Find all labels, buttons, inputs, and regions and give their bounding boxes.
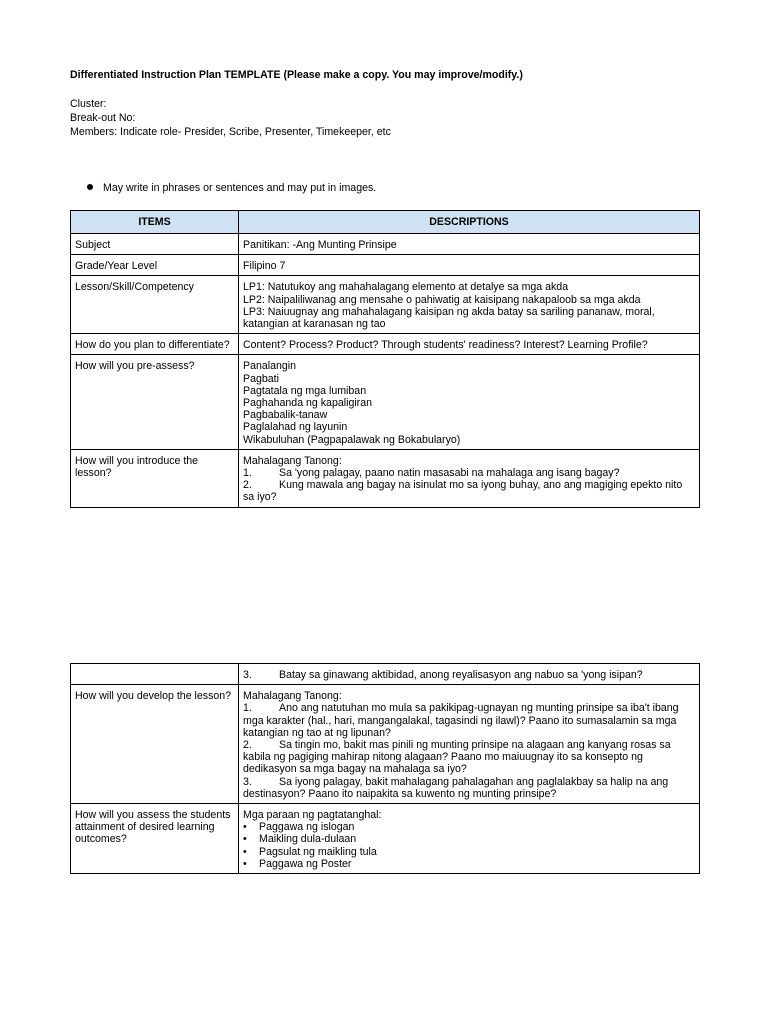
introduce-label bbox=[71, 449, 239, 507]
instruction-note bbox=[87, 182, 376, 194]
list-item: Pagbati bbox=[243, 372, 279, 385]
q-number: 2. bbox=[243, 479, 252, 492]
develop-q1-cont: katangian ng tao at ng lipunan? bbox=[243, 726, 391, 739]
members-label: Members: Indicate role- Presider, Scribe, Presenter, Timekeeper, etc bbox=[70, 126, 391, 138]
develop-q2-cont: kabila ng pagiging mahirap nitong alagaan? Paano mo maiuugnay ito sa konsepto ng bbox=[243, 751, 643, 764]
q-text: Sa tingin mo, bakit mas pinili ng munting prinsipe na alagaan ang kanyang rosas sa bbox=[279, 739, 671, 752]
table-row bbox=[71, 449, 700, 507]
q-text: Sa iyong palagay, bakit mahalagang pahalagahan ang paglalakbay sa halip na ang bbox=[279, 775, 669, 788]
assess-label-line: attainment of desired learning bbox=[75, 821, 215, 834]
list-item-text: Maikling dula-dulaan bbox=[259, 833, 357, 846]
introduce-q3 bbox=[243, 669, 695, 681]
introduce-heading: Mahalagang Tanong: bbox=[243, 454, 342, 467]
develop-q2 bbox=[243, 739, 695, 751]
bullet-icon: • bbox=[243, 845, 247, 858]
q-number: 3. bbox=[243, 775, 252, 788]
plan-table-continued bbox=[70, 663, 700, 874]
q-number: 1. bbox=[243, 467, 252, 480]
list-item: Pagtatala ng mga lumiban bbox=[243, 384, 367, 397]
assess-label-line: outcomes? bbox=[75, 833, 127, 846]
table-row bbox=[71, 685, 700, 804]
differentiate-label: How do you plan to differentiate? bbox=[71, 334, 239, 355]
bullet-icon: • bbox=[243, 833, 247, 846]
list-item: Paghahanda ng kapaligiran bbox=[243, 397, 372, 410]
bullet-icon bbox=[87, 184, 93, 190]
q-text: Batay sa ginawang aktibidad, anong reyalisasyon ang nabuo sa 'yong isipan? bbox=[279, 669, 643, 681]
develop-q3 bbox=[243, 776, 695, 788]
develop-label: How will you develop the lesson? bbox=[71, 685, 239, 804]
list-item-text: Paggawa ng islogan bbox=[259, 821, 355, 834]
lp3-text: LP3: Naiuugnay ang mahahalagang kaisipan ng akda batay sa sariling pananaw, moral, bbox=[243, 305, 655, 318]
introduce-q2 bbox=[243, 479, 695, 491]
instruction-note-text: May write in phrases or sentences and may put in images. bbox=[103, 182, 377, 194]
develop-q2-cont: dedikasyon sa mga bagay na mahalaga sa iyo? bbox=[243, 763, 467, 776]
list-item bbox=[243, 833, 695, 845]
cluster-label: Cluster: bbox=[70, 98, 107, 110]
develop-q1 bbox=[243, 702, 695, 714]
develop-q1-cont: mga karakter (hal., hari, mangangalakal, tagasindi ng ilawl)? Paano ito sumasalamin sa mga bbox=[243, 714, 677, 727]
bullet-icon: • bbox=[243, 821, 247, 834]
assess-label-line: How will you assess the students bbox=[75, 809, 231, 822]
q-number: 2. bbox=[243, 739, 252, 752]
table-row bbox=[71, 355, 700, 449]
assess-label bbox=[71, 804, 239, 874]
introduce-label-line: How will you introduce the bbox=[75, 454, 199, 467]
q-text: Ano ang natutuhan mo mula sa pakikipag-ugnayan ng munting prinsipe sa iba't ibang bbox=[279, 702, 679, 715]
meta-block bbox=[70, 97, 391, 139]
lp3-text-cont: katangian at karanasan ng tao bbox=[243, 318, 386, 331]
differentiate-value: Content? Process? Product? Through students' readiness? Interest? Learning Profile? bbox=[239, 334, 700, 355]
q-text: Sa 'yong palagay, paano natin masasabi na mahalaga ang isang bagay? bbox=[279, 467, 620, 480]
list-item: Wikabuluhan (Pagpapalawak ng Bokabularyo) bbox=[243, 433, 461, 446]
introduce-value bbox=[239, 449, 700, 507]
lesson-label: Lesson/Skill/Competency bbox=[71, 276, 239, 334]
list-item bbox=[243, 846, 695, 858]
lp2-text: LP2: Naipaliliwanag ang mensahe o pahiwatig at kaisipang nakapaloob sa mga akda bbox=[243, 293, 641, 306]
table-header-row bbox=[71, 211, 700, 234]
introduce-q2-cont: sa iyo? bbox=[243, 491, 277, 504]
subject-value: Panitikan: -Ang Munting Prinsipe bbox=[239, 234, 700, 255]
lp1-text: LP1: Natutukoy ang mahahalagang elemento at detalye sa mga akda bbox=[243, 281, 569, 294]
descriptions-header: DESCRIPTIONS bbox=[239, 211, 700, 234]
lesson-value bbox=[239, 276, 700, 334]
table-row bbox=[71, 664, 700, 685]
assess-heading: Mga paraan ng pagtatanghal: bbox=[243, 809, 382, 822]
list-item: Panalangin bbox=[243, 360, 297, 373]
introduce-q1 bbox=[243, 467, 695, 479]
empty-label bbox=[71, 664, 239, 685]
list-item-text: Pagsulat ng maikling tula bbox=[259, 845, 377, 858]
q-text: Kung mawala ang bagay na isinulat mo sa iyong buhay, ano ang magiging epekto nito bbox=[279, 479, 683, 492]
develop-value bbox=[239, 685, 700, 804]
table-row bbox=[71, 255, 700, 276]
list-item bbox=[243, 858, 695, 870]
q-number: 1. bbox=[243, 702, 252, 715]
grade-value: Filipino 7 bbox=[239, 255, 700, 276]
table-row bbox=[71, 804, 700, 874]
continued-value bbox=[239, 664, 700, 685]
breakout-label: Break-out No: bbox=[70, 112, 136, 124]
bullet-icon: • bbox=[243, 857, 247, 870]
list-item bbox=[243, 821, 695, 833]
document-title: Differentiated Instruction Plan TEMPLATE (Please make a copy. You may improve/modify.) bbox=[70, 69, 523, 81]
list-item: Pagbabalik-tanaw bbox=[243, 409, 328, 422]
q-number: 3. bbox=[243, 669, 252, 681]
preassess-label: How will you pre-assess? bbox=[71, 355, 239, 449]
plan-table bbox=[70, 210, 700, 508]
preassess-value bbox=[239, 355, 700, 449]
develop-heading: Mahalagang Tanong: bbox=[243, 690, 342, 703]
table-row bbox=[71, 234, 700, 255]
develop-q3-cont: destinasyon? Paano ito naipakita sa kuwento ng munting prinsipe? bbox=[243, 787, 557, 800]
list-item-text: Paggawa ng Poster bbox=[259, 857, 352, 870]
table-row bbox=[71, 334, 700, 355]
grade-label: Grade/Year Level bbox=[71, 255, 239, 276]
items-header: ITEMS bbox=[71, 211, 239, 234]
assess-value bbox=[239, 804, 700, 874]
list-item: Paglalahad ng layunin bbox=[243, 421, 348, 434]
table-row bbox=[71, 276, 700, 334]
introduce-label-line: lesson? bbox=[75, 467, 112, 480]
subject-label: Subject bbox=[71, 234, 239, 255]
